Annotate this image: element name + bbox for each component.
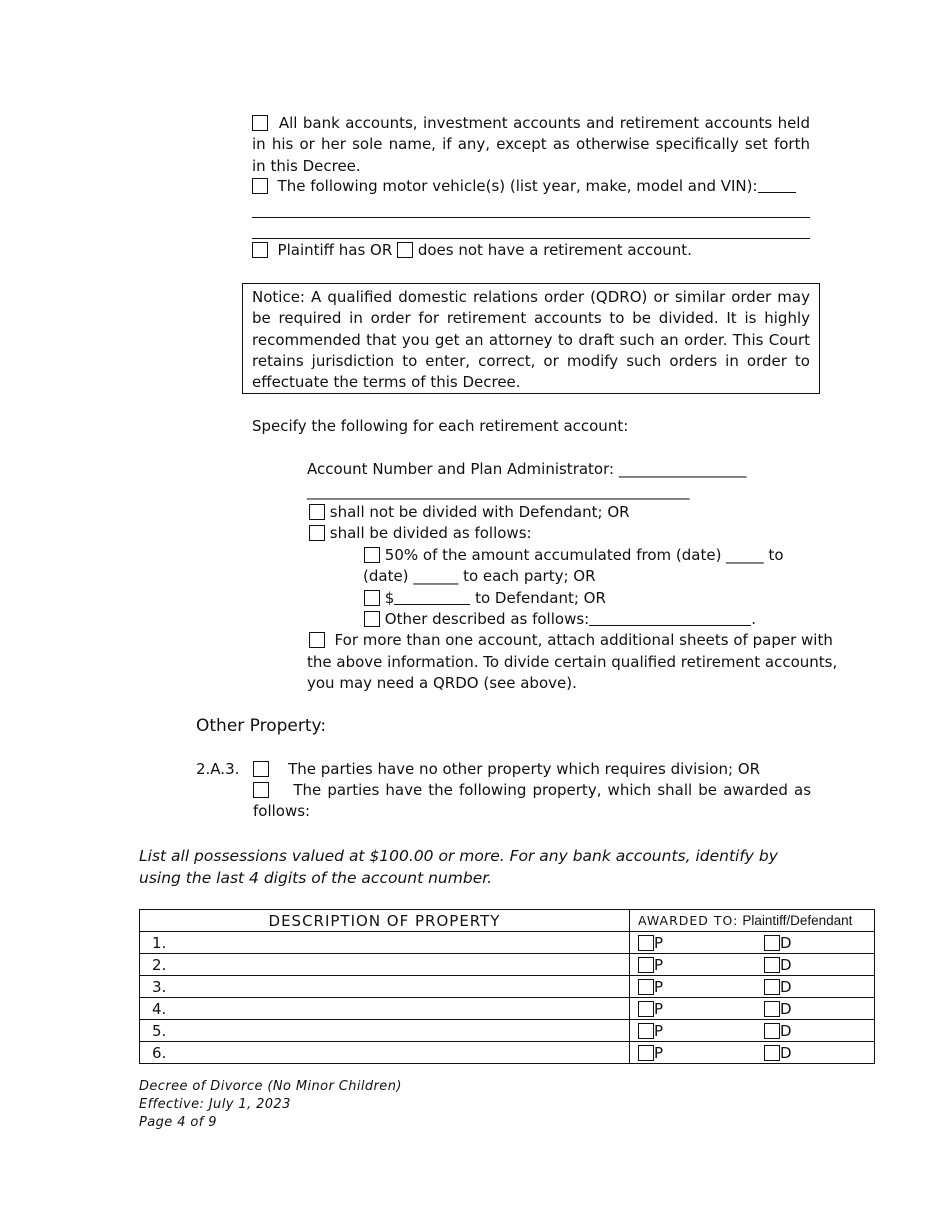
description-column-header: DESCRIPTION OF PROPERTY — [140, 910, 630, 932]
footer-title: Decree of Divorce (No Minor Children) — [139, 1079, 402, 1094]
defendant-option — [764, 934, 792, 952]
property-description-cell[interactable] — [140, 932, 630, 954]
motor-vehicle-blank[interactable] — [758, 178, 796, 193]
plaintiff-option — [638, 956, 663, 974]
account-number-label: Account Number and Plan Administrator: _________________ — [307, 460, 747, 478]
awarded-column-header — [630, 910, 875, 932]
divided-label: shall be divided as follows: — [329, 524, 532, 542]
defendant-checkbox[interactable] — [764, 957, 780, 973]
plaintiff-option — [638, 1000, 663, 1018]
following-property-item — [253, 780, 811, 823]
list-instruction: List all possessions valued at $100.00 or more. For any bank accounts, identify by using the last 4 digits of the account number. — [139, 847, 778, 887]
plaintiff-option-label: P — [654, 1000, 664, 1018]
property-table — [139, 909, 875, 1064]
plaintiff-option-label: P — [654, 934, 664, 952]
not-divided-item — [309, 502, 630, 523]
bank-accounts-checkbox[interactable] — [252, 115, 268, 131]
plaintiff-has-checkbox[interactable] — [252, 242, 268, 258]
awarded-to-cell — [630, 932, 875, 954]
percent-item — [364, 545, 784, 566]
other-property-heading: Other Property: — [196, 716, 327, 736]
defendant-checkbox[interactable] — [764, 979, 780, 995]
awarded-to-cell — [630, 954, 875, 976]
defendant-option-label: D — [780, 1000, 792, 1018]
retirement-account-item — [252, 240, 692, 261]
defendant-checkbox[interactable] — [764, 1001, 780, 1017]
defendant-option — [764, 956, 792, 974]
motor-vehicle-line-2[interactable] — [252, 238, 810, 239]
row-number: 4. — [152, 999, 167, 1018]
other-described-item — [364, 609, 756, 630]
dollar-suffix: to Defendant; OR — [475, 589, 606, 607]
property-description-cell[interactable] — [140, 976, 630, 998]
property-table-header — [140, 910, 875, 932]
plaintiff-option-label: P — [654, 978, 664, 996]
dollar-amount-blank[interactable] — [394, 590, 470, 605]
percent-line1: 50% of the amount accumulated from (date) _____ to — [384, 546, 784, 564]
defendant-option-label: D — [780, 1022, 792, 1040]
motor-vehicle-label: The following motor vehicle(s) (list year, make, model and VIN): — [277, 177, 758, 195]
row-number: 5. — [152, 1021, 167, 1040]
following-property-checkbox[interactable] — [253, 782, 269, 798]
plaintiff-checkbox[interactable] — [638, 935, 654, 951]
property-description-cell[interactable] — [140, 954, 630, 976]
motor-vehicle-checkbox[interactable] — [252, 178, 268, 194]
plaintiff-checkbox[interactable] — [638, 1045, 654, 1061]
other-described-period: . — [751, 610, 756, 628]
plaintiff-checkbox[interactable] — [638, 957, 654, 973]
motor-vehicle-line-1[interactable] — [252, 217, 810, 218]
not-divided-checkbox[interactable] — [309, 504, 325, 520]
no-other-property-item — [253, 759, 760, 780]
awarded-to-cell — [630, 976, 875, 998]
plaintiff-option — [638, 1022, 663, 1040]
table-row — [140, 1020, 875, 1042]
plaintiff-option-label: P — [654, 1022, 664, 1040]
property-description-cell[interactable] — [140, 1042, 630, 1064]
plaintiff-defendant-label: Plaintiff/Defendant — [742, 913, 853, 928]
plaintiff-checkbox[interactable] — [638, 979, 654, 995]
plaintiff-option-label: P — [654, 956, 664, 974]
plaintiff-option — [638, 1044, 663, 1062]
no-other-property-label: The parties have no other property which requires division; OR — [288, 760, 761, 778]
plaintiff-checkbox[interactable] — [638, 1001, 654, 1017]
footer-effective: Effective: July 1, 2023 — [139, 1097, 291, 1112]
footer-page: Page 4 of 9 — [139, 1115, 217, 1130]
table-row — [140, 932, 875, 954]
other-described-checkbox[interactable] — [364, 611, 380, 627]
table-row — [140, 998, 875, 1020]
awarded-to-cell — [630, 1020, 875, 1042]
does-not-have-label: does not have a retirement account. — [417, 241, 692, 259]
dollar-prefix: $ — [384, 589, 395, 607]
plaintiff-option — [638, 978, 663, 996]
more-than-one-text: For more than one account, attach additional sheets of paper with the above information. To divide certain qualified retirement accounts, you may need a QRDO (see above). — [307, 631, 838, 692]
qdro-notice-text: Notice: A qualified domestic relations order (QDRO) or similar order may be required in order for retirement accounts to be divided. It is highly recommended that you get an attorney to draft such an order. This Court retains jurisdiction to enter, correct, or modify such orders in order to effectuate the terms of this Decree. — [252, 288, 810, 392]
table-row — [140, 976, 875, 998]
motor-vehicle-item — [252, 176, 796, 197]
defendant-option-label: D — [780, 978, 792, 996]
divided-item — [309, 523, 532, 544]
following-property-label: The parties have the following property, which shall be awarded as follows: — [253, 781, 812, 821]
defendant-option-label: D — [780, 1044, 792, 1062]
table-row — [140, 954, 875, 976]
no-other-property-checkbox[interactable] — [253, 761, 269, 777]
awarded-to-label: AWARDED TO: — [638, 913, 739, 928]
property-description-cell[interactable] — [140, 998, 630, 1020]
defendant-checkbox[interactable] — [764, 935, 780, 951]
plaintiff-has-label: Plaintiff has OR — [277, 241, 393, 259]
divided-checkbox[interactable] — [309, 525, 325, 541]
dollar-checkbox[interactable] — [364, 590, 380, 606]
plaintiff-option-label: P — [654, 1044, 664, 1062]
percent-line2: (date) ______ to each party; OR — [363, 567, 596, 585]
does-not-have-checkbox[interactable] — [397, 242, 413, 258]
defendant-option — [764, 1000, 792, 1018]
defendant-checkbox[interactable] — [764, 1023, 780, 1039]
specify-text: Specify the following for each retirement account: — [252, 417, 629, 435]
section-number: 2.A.3. — [196, 760, 240, 778]
bank-accounts-text: All bank accounts, investment accounts and retirement accounts held in his or her sole name, if any, except as otherwise specifically set forth in this Decree. — [252, 114, 810, 175]
other-described-blank[interactable] — [589, 611, 751, 626]
account-blank-line: ___________________________________________________ — [307, 482, 690, 500]
row-number: 2. — [152, 955, 167, 974]
table-row — [140, 1042, 875, 1064]
dollar-item — [364, 588, 606, 609]
bank-accounts-item — [252, 113, 810, 177]
defendant-option-label: D — [780, 956, 792, 974]
defendant-option — [764, 1022, 792, 1040]
plaintiff-checkbox[interactable] — [638, 1023, 654, 1039]
not-divided-label: shall not be divided with Defendant; OR — [329, 503, 630, 521]
more-than-one-checkbox[interactable] — [309, 632, 325, 648]
property-description-cell[interactable] — [140, 1020, 630, 1042]
awarded-to-cell — [630, 1042, 875, 1064]
more-than-one-item — [307, 630, 857, 695]
qdro-notice-box — [242, 283, 820, 394]
percent-checkbox[interactable] — [364, 547, 380, 563]
defendant-option — [764, 1044, 792, 1062]
defendant-option-label: D — [780, 934, 792, 952]
defendant-checkbox[interactable] — [764, 1045, 780, 1061]
row-number: 3. — [152, 977, 167, 996]
other-described-label: Other described as follows: — [384, 610, 590, 628]
plaintiff-option — [638, 934, 663, 952]
row-number: 1. — [152, 933, 167, 952]
awarded-to-cell — [630, 998, 875, 1020]
row-number: 6. — [152, 1043, 167, 1062]
defendant-option — [764, 978, 792, 996]
